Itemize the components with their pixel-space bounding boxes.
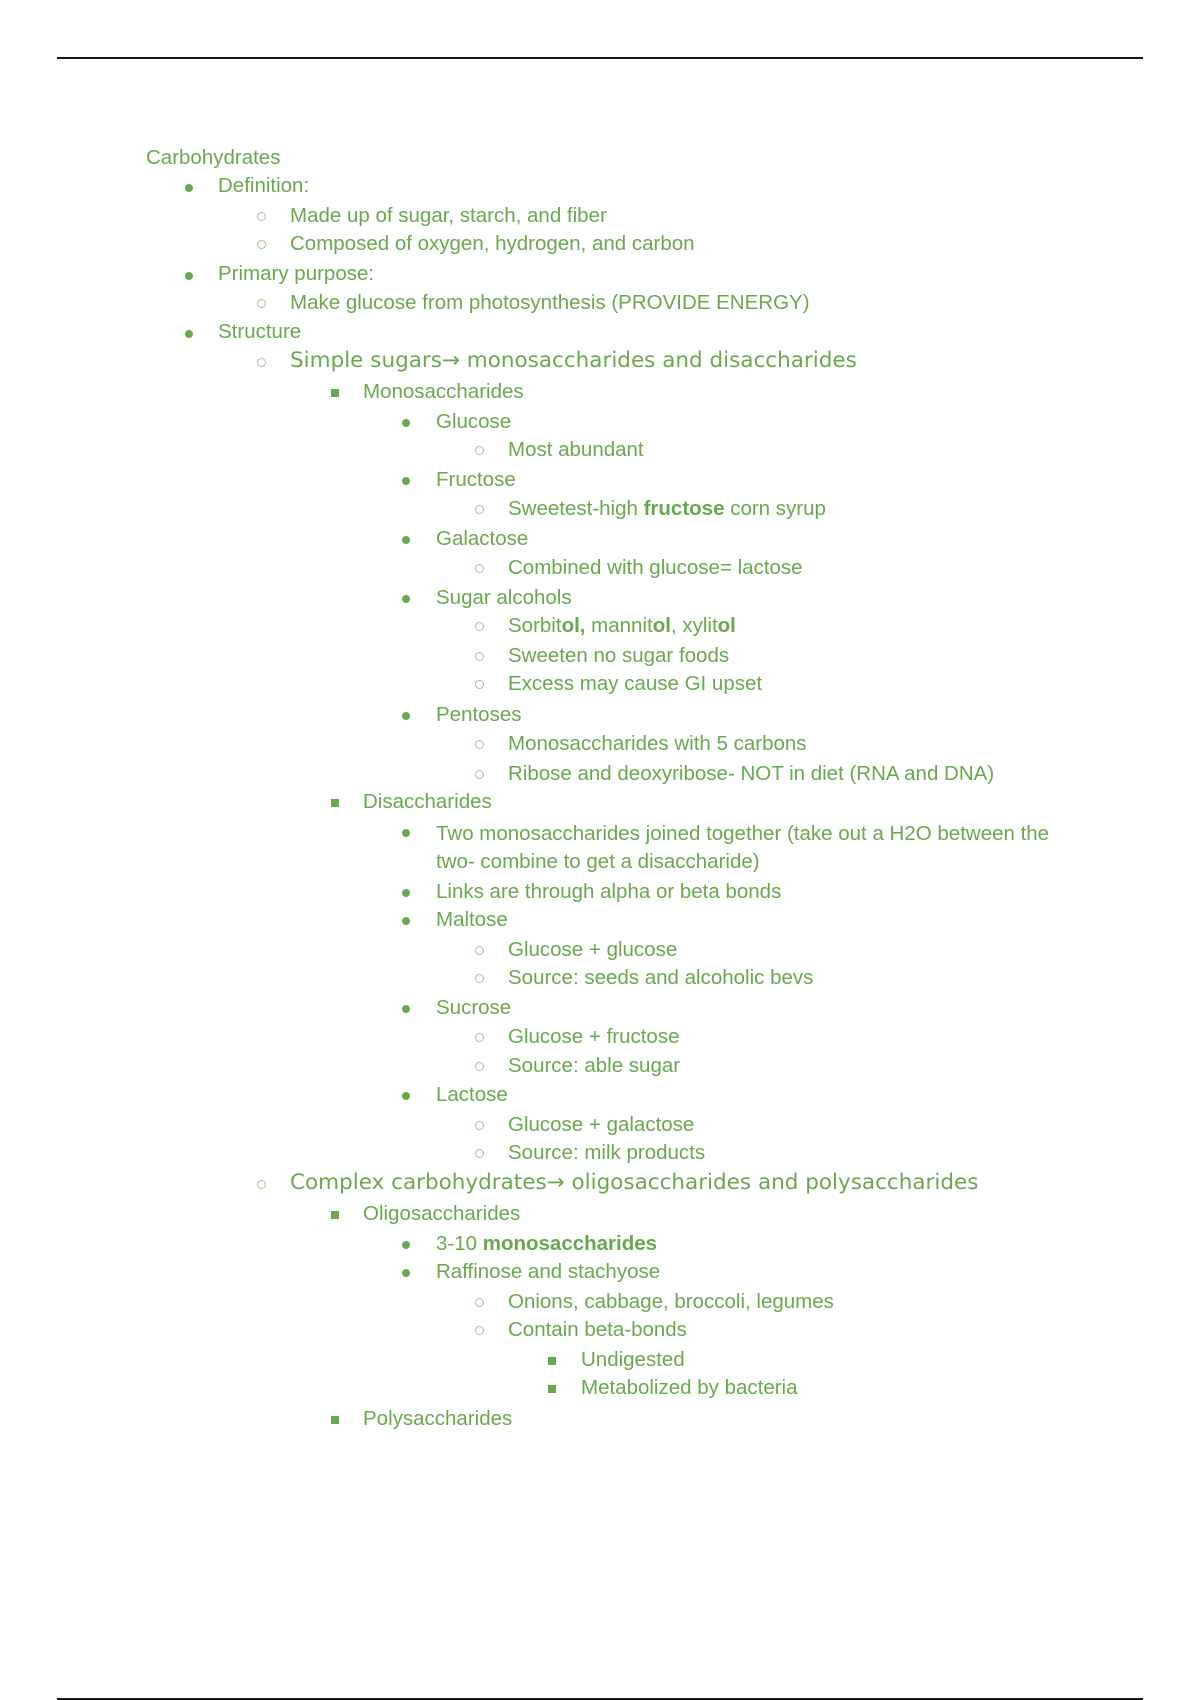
disaccharides-heading: Disaccharides	[363, 790, 492, 813]
bullet-circle-icon	[475, 1121, 484, 1130]
bullet-square-icon	[548, 1385, 556, 1393]
bullet-square-icon	[331, 389, 339, 397]
lactose-label: Lactose	[436, 1083, 508, 1106]
list-item: Combined with glucose= lactose	[508, 556, 803, 579]
bullet-circle-icon	[257, 240, 266, 249]
list-item: Sweeten no sugar foods	[508, 644, 730, 667]
bullet-circle-icon	[475, 622, 484, 631]
header-rule	[57, 57, 1143, 59]
sugar-alcohols-label: Sugar alcohols	[436, 586, 572, 609]
definition-heading: Definition:	[218, 174, 310, 197]
list-item: Glucose + fructose	[508, 1025, 680, 1048]
complex-carbs-heading: Complex carbohydrates→ oligosaccharides and polysaccharides	[290, 1170, 979, 1195]
text-run: corn syrup	[724, 497, 826, 520]
document-title: Carbohydrates	[146, 146, 281, 169]
bullet-disc-icon	[185, 184, 193, 192]
list-item: Links are through alpha or beta bonds	[436, 880, 782, 903]
bullet-circle-icon	[475, 1149, 484, 1158]
list-item: Onions, cabbage, broccoli, legumes	[508, 1290, 834, 1313]
text-run: Sorbit	[508, 614, 562, 637]
sucrose-label: Sucrose	[436, 996, 512, 1019]
list-item: Ribose and deoxyribose- NOT in diet (RNA and DNA)	[508, 762, 995, 785]
bullet-square-icon	[331, 1211, 339, 1219]
raffinose-label: Raffinose and stachyose	[436, 1260, 661, 1283]
text-run: , xylit	[670, 614, 718, 637]
list-item: Source: seeds and alcoholic bevs	[508, 966, 814, 989]
bullet-circle-icon	[475, 564, 484, 573]
text-run: mannit	[585, 614, 653, 637]
bullet-disc-icon	[402, 1092, 410, 1100]
list-item	[508, 614, 736, 638]
list-item: Monosaccharides with 5 carbons	[508, 732, 807, 755]
list-item: Metabolized by bacteria	[581, 1376, 798, 1399]
bullet-circle-icon	[475, 1326, 484, 1335]
purpose-heading: Primary purpose:	[218, 262, 375, 285]
bullet-square-icon	[548, 1357, 556, 1365]
list-item: Made up of sugar, starch, and fiber	[290, 204, 607, 227]
bold-text-run: ol	[652, 614, 671, 637]
maltose-label: Maltose	[436, 908, 508, 931]
polysaccharides-heading: Polysaccharides	[363, 1407, 513, 1430]
list-item: Source: milk products	[508, 1141, 706, 1164]
simple-sugars-heading: Simple sugars→ monosaccharides and disaccharides	[290, 348, 857, 373]
bullet-square-icon	[331, 799, 339, 807]
fructose-label: Fructose	[436, 468, 516, 491]
monosaccharides-heading: Monosaccharides	[363, 380, 524, 403]
bullet-circle-icon	[475, 680, 484, 689]
bullet-disc-icon	[402, 419, 410, 427]
bullet-circle-icon	[475, 946, 484, 955]
list-item: Undigested	[581, 1348, 685, 1371]
list-item: Composed of oxygen, hydrogen, and carbon	[290, 232, 695, 255]
bullet-disc-icon	[402, 536, 410, 544]
text-run: 3-10	[436, 1232, 483, 1255]
list-item: Glucose + glucose	[508, 938, 678, 961]
bullet-circle-icon	[475, 770, 484, 779]
bullet-square-icon	[331, 1416, 339, 1424]
structure-heading: Structure	[218, 320, 302, 343]
bullet-disc-icon	[402, 917, 410, 925]
bullet-disc-icon	[402, 1241, 410, 1249]
bullet-disc-icon	[185, 272, 193, 280]
bullet-circle-icon	[475, 1062, 484, 1071]
bullet-circle-icon	[475, 974, 484, 983]
bullet-circle-icon	[475, 446, 484, 455]
bold-text-run: ol,	[561, 614, 586, 637]
bullet-circle-icon	[257, 1180, 266, 1189]
oligosaccharides-heading: Oligosaccharides	[363, 1202, 521, 1225]
bullet-circle-icon	[257, 358, 266, 367]
bold-text-run: monosaccharides	[482, 1232, 658, 1255]
bullet-disc-icon	[402, 1005, 410, 1013]
bullet-circle-icon	[257, 212, 266, 221]
bullet-circle-icon	[475, 740, 484, 749]
bullet-disc-icon	[402, 595, 410, 603]
bullet-disc-icon	[185, 330, 193, 338]
list-item	[508, 497, 826, 521]
glucose-label: Glucose	[436, 410, 512, 433]
bold-text-run: fructose	[643, 497, 725, 520]
bullet-circle-icon	[475, 1298, 484, 1307]
bullet-disc-icon	[402, 889, 410, 897]
list-item	[436, 1232, 657, 1256]
list-item: Excess may cause GI upset	[508, 672, 763, 695]
bullet-circle-icon	[257, 299, 266, 308]
bold-text-run: ol	[717, 614, 736, 637]
pentoses-label: Pentoses	[436, 703, 522, 726]
list-item: Contain beta-bonds	[508, 1318, 687, 1341]
list-item: Glucose + galactose	[508, 1113, 695, 1136]
list-item: Most abundant	[508, 438, 644, 461]
bullet-circle-icon	[475, 1033, 484, 1042]
list-item: Make glucose from photosynthesis (PROVIDE ENERGY)	[290, 291, 810, 314]
list-item: Source: able sugar	[508, 1054, 681, 1077]
bullet-disc-icon	[402, 1269, 410, 1277]
bullet-circle-icon	[475, 652, 484, 661]
bullet-circle-icon	[475, 505, 484, 514]
bullet-disc-icon	[402, 829, 410, 837]
bullet-disc-icon	[402, 712, 410, 720]
galactose-label: Galactose	[436, 527, 529, 550]
text-run: Sweetest-high	[508, 497, 644, 520]
bullet-disc-icon	[402, 477, 410, 485]
list-item: Two monosaccharides joined together (take out a H2O between the two- combine to get a disaccharide)	[436, 822, 1050, 873]
